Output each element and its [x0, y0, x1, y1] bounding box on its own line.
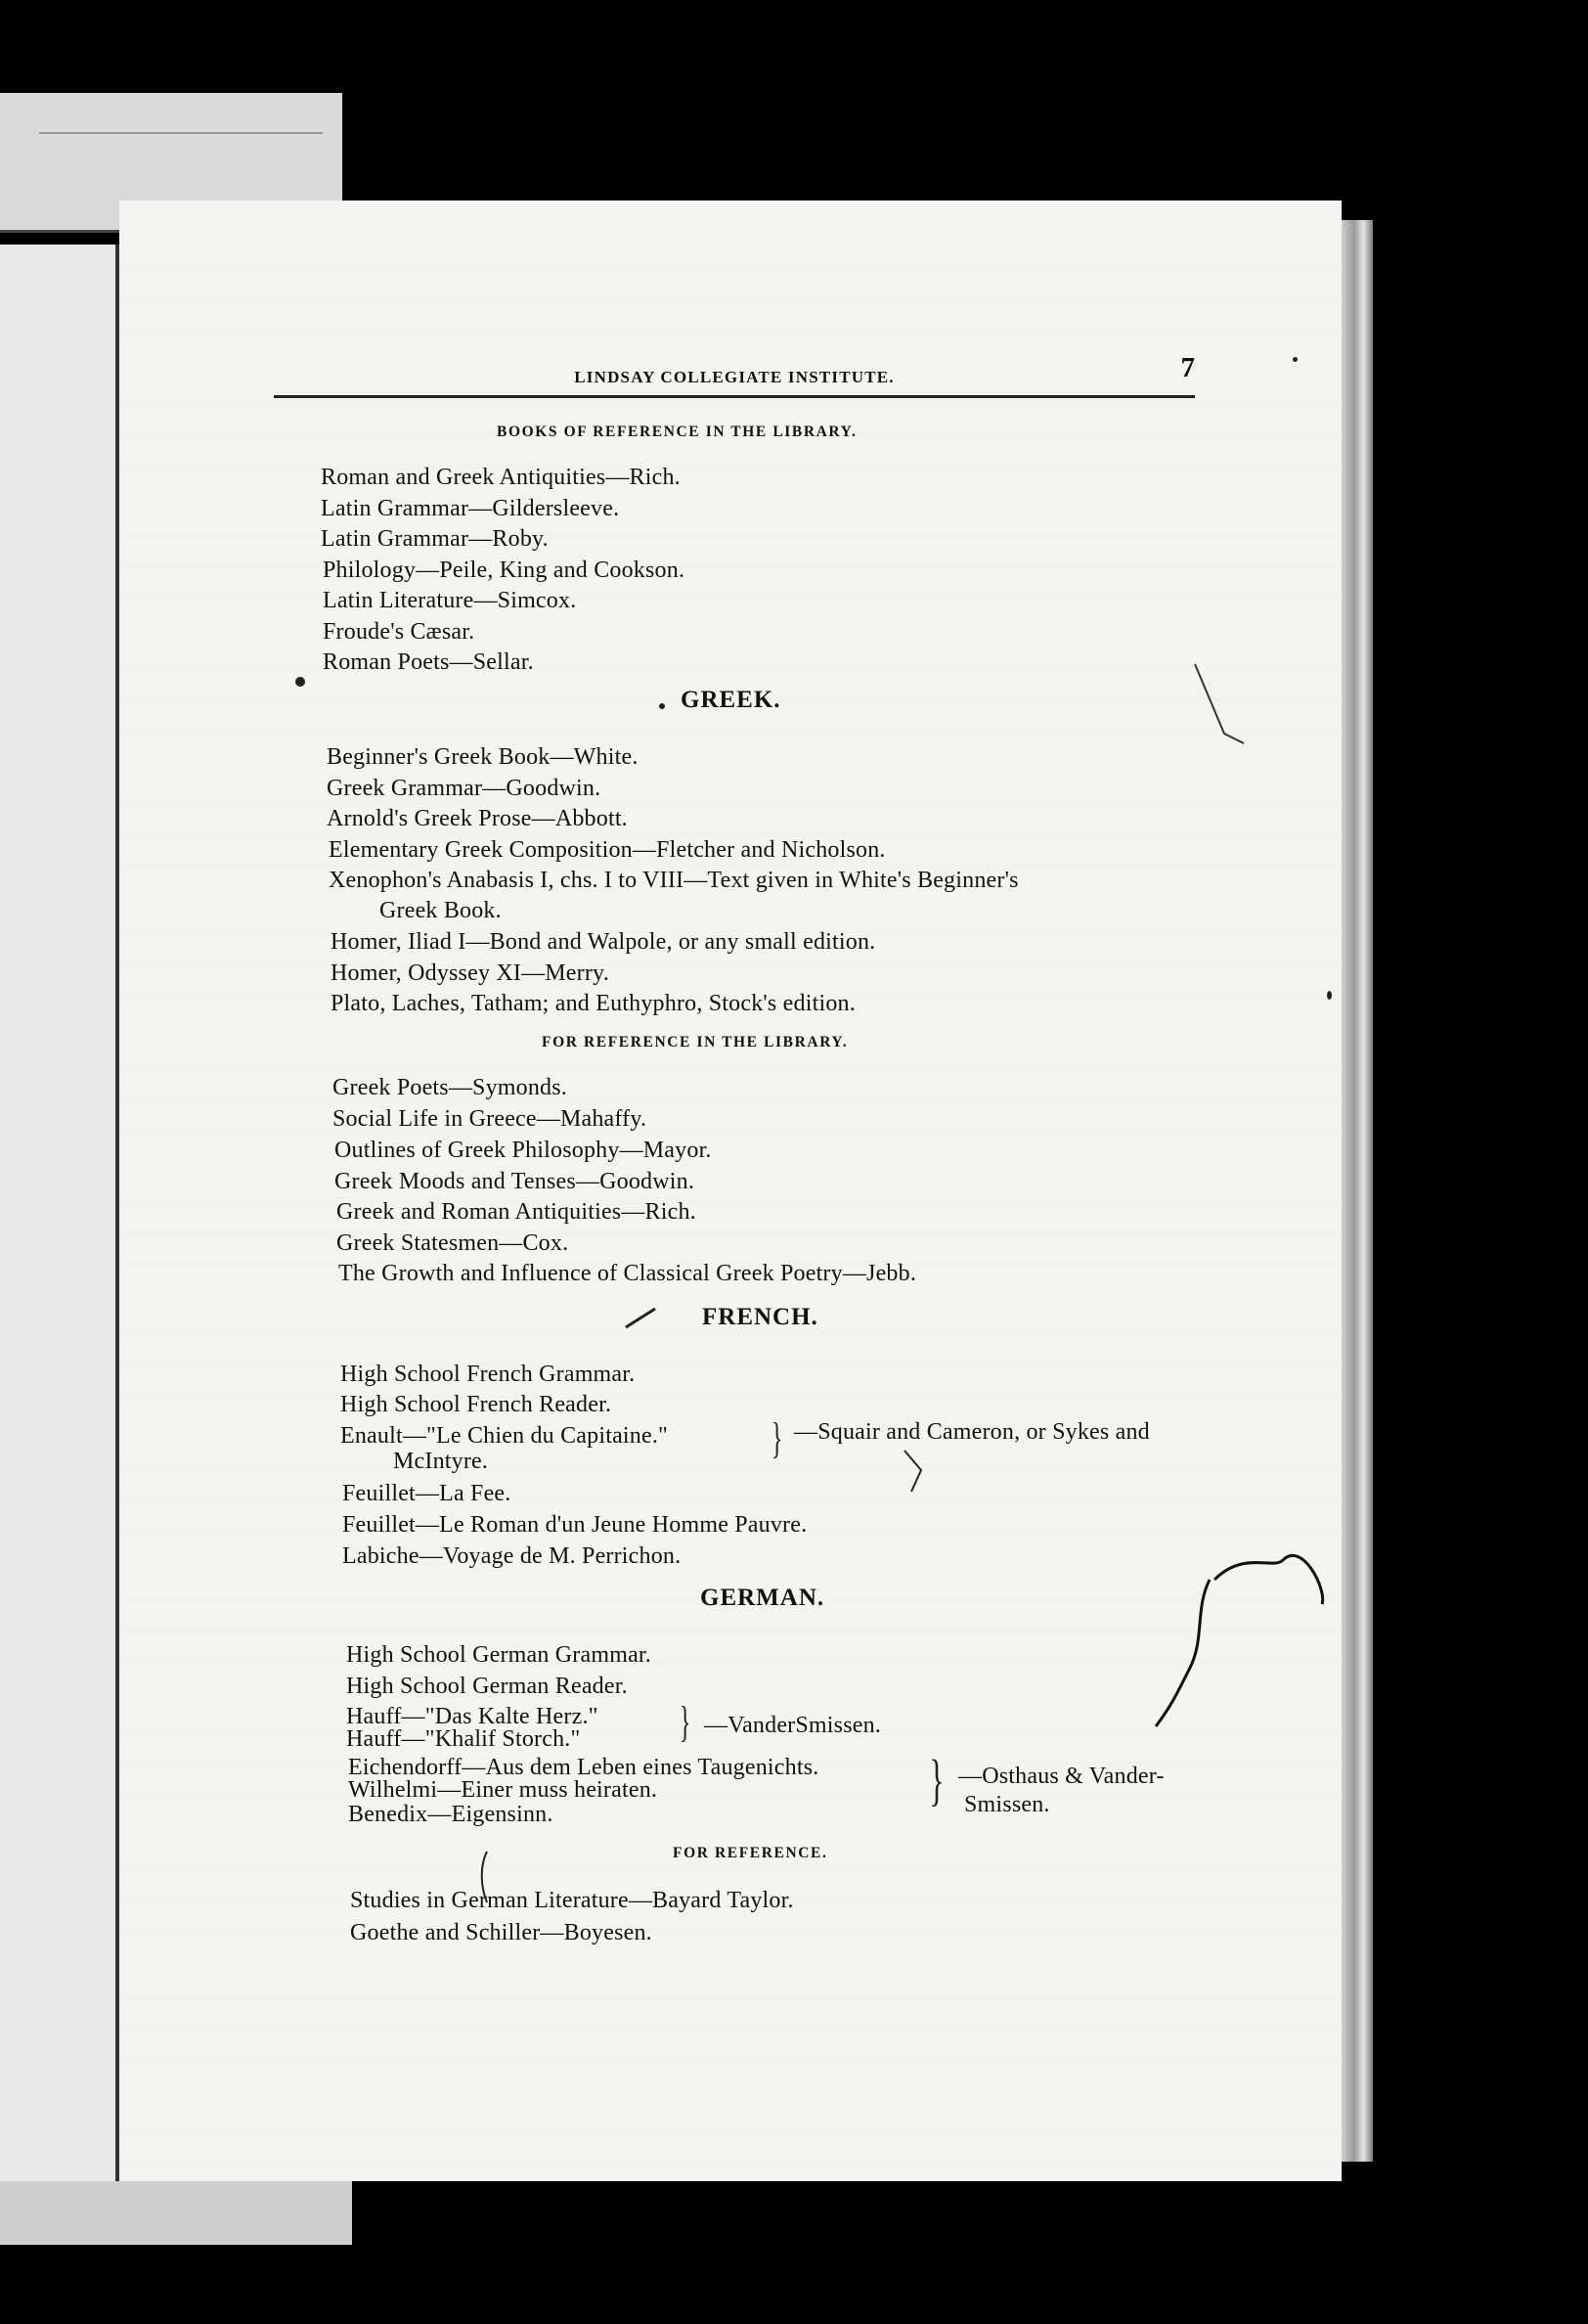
- list-item: Latin Grammar—Roby.: [321, 526, 549, 552]
- list-item: —VanderSmissen.: [704, 1713, 881, 1738]
- section-heading: GERMAN.: [700, 1585, 825, 1611]
- list-item: —Osthaus & Vander-: [958, 1764, 1165, 1789]
- section-heading: FOR REFERENCE.: [673, 1845, 828, 1861]
- section-heading: GREEK.: [681, 687, 781, 713]
- left-page-edge: [0, 245, 119, 2191]
- list-item: Greek Grammar—Goodwin.: [327, 776, 601, 801]
- list-item: Benedix—Eigensinn.: [348, 1802, 553, 1827]
- list-item: Elementary Greek Composition—Fletcher and Nicholson.: [329, 837, 886, 863]
- ink-spot: [659, 703, 665, 709]
- brace-mark: }: [929, 1748, 945, 1811]
- list-item: Latin Grammar—Gildersleeve.: [321, 496, 620, 521]
- book-spine-bottom: [0, 2181, 352, 2245]
- pen-marks: [119, 201, 1342, 2181]
- list-item: Arnold's Greek Prose—Abbott.: [327, 806, 628, 831]
- list-item: Greek Statesmen—Cox.: [336, 1230, 569, 1256]
- list-item: High School French Reader.: [340, 1392, 612, 1417]
- list-item: Eichendorff—Aus dem Leben eines Taugenichts.: [348, 1755, 819, 1780]
- list-item: Greek and Roman Antiquities—Rich.: [336, 1199, 696, 1225]
- list-item: —Squair and Cameron, or Sykes and: [794, 1419, 1150, 1445]
- section-heading: BOOKS OF REFERENCE IN THE LIBRARY.: [497, 424, 858, 440]
- list-item: Greek Moods and Tenses—Goodwin.: [334, 1169, 695, 1194]
- brace-mark: }: [771, 1414, 783, 1462]
- list-item: High School German Reader.: [346, 1674, 628, 1699]
- list-item: High School French Grammar.: [340, 1362, 636, 1387]
- list-item: Hauff—"Khalif Storch.": [346, 1726, 581, 1752]
- list-item: Greek Book.: [379, 898, 502, 923]
- list-item: The Growth and Influence of Classical Greek Poetry—Jebb.: [338, 1261, 917, 1286]
- list-item: Feuillet—Le Roman d'un Jeune Homme Pauvre.: [342, 1512, 808, 1538]
- ink-spot: [295, 677, 305, 687]
- list-item: Wilhelmi—Einer muss heiraten.: [348, 1777, 658, 1803]
- list-item: Social Life in Greece—Mahaffy.: [332, 1106, 647, 1132]
- section-heading: FRENCH.: [702, 1304, 818, 1330]
- list-item: Studies in German Literature—Bayard Taylor.: [350, 1888, 794, 1913]
- list-item: McIntyre.: [393, 1449, 489, 1474]
- list-item: Hauff—"Das Kalte Herz.": [346, 1704, 598, 1729]
- list-item: Latin Literature—Simcox.: [323, 588, 577, 613]
- list-item: Enault—"Le Chien du Capitaine.": [340, 1423, 669, 1449]
- ink-spot: [1327, 991, 1332, 1000]
- brace-mark: }: [679, 1698, 691, 1746]
- list-item: Homer, Iliad I—Bond and Walpole, or any small edition.: [331, 929, 876, 955]
- page-number: 7: [1180, 352, 1195, 383]
- list-item: Labiche—Voyage de M. Perrichon.: [342, 1543, 682, 1569]
- list-item: Roman Poets—Sellar.: [323, 649, 534, 675]
- running-title: LINDSAY COLLEGIATE INSTITUTE.: [574, 368, 895, 386]
- list-item: Goethe and Schiller—Boyesen.: [350, 1920, 652, 1945]
- section-heading: FOR REFERENCE IN THE LIBRARY.: [542, 1034, 849, 1050]
- list-item: Outlines of Greek Philosophy—Mayor.: [334, 1138, 712, 1163]
- list-item: Philology—Peile, King and Cookson.: [323, 558, 685, 583]
- list-item: High School German Grammar.: [346, 1642, 651, 1668]
- list-item: Feuillet—La Fee.: [342, 1481, 511, 1506]
- list-item: Xenophon's Anabasis I, chs. I to VIII—Text given in White's Beginner's: [329, 868, 1019, 893]
- list-item: Beginner's Greek Book—White.: [327, 744, 639, 770]
- list-item: Plato, Laches, Tatham; and Euthyphro, Stock's edition.: [331, 991, 856, 1016]
- list-item: Roman and Greek Antiquities—Rich.: [321, 465, 681, 490]
- list-item: Smissen.: [964, 1792, 1050, 1817]
- list-item: Homer, Odyssey XI—Merry.: [331, 961, 609, 986]
- list-item: Greek Poets—Symonds.: [332, 1075, 567, 1100]
- list-item: Froude's Cæsar.: [323, 619, 475, 645]
- document-page: [119, 201, 1342, 2181]
- ink-spot: [1293, 357, 1298, 362]
- page-stack-edge: [1342, 220, 1373, 2162]
